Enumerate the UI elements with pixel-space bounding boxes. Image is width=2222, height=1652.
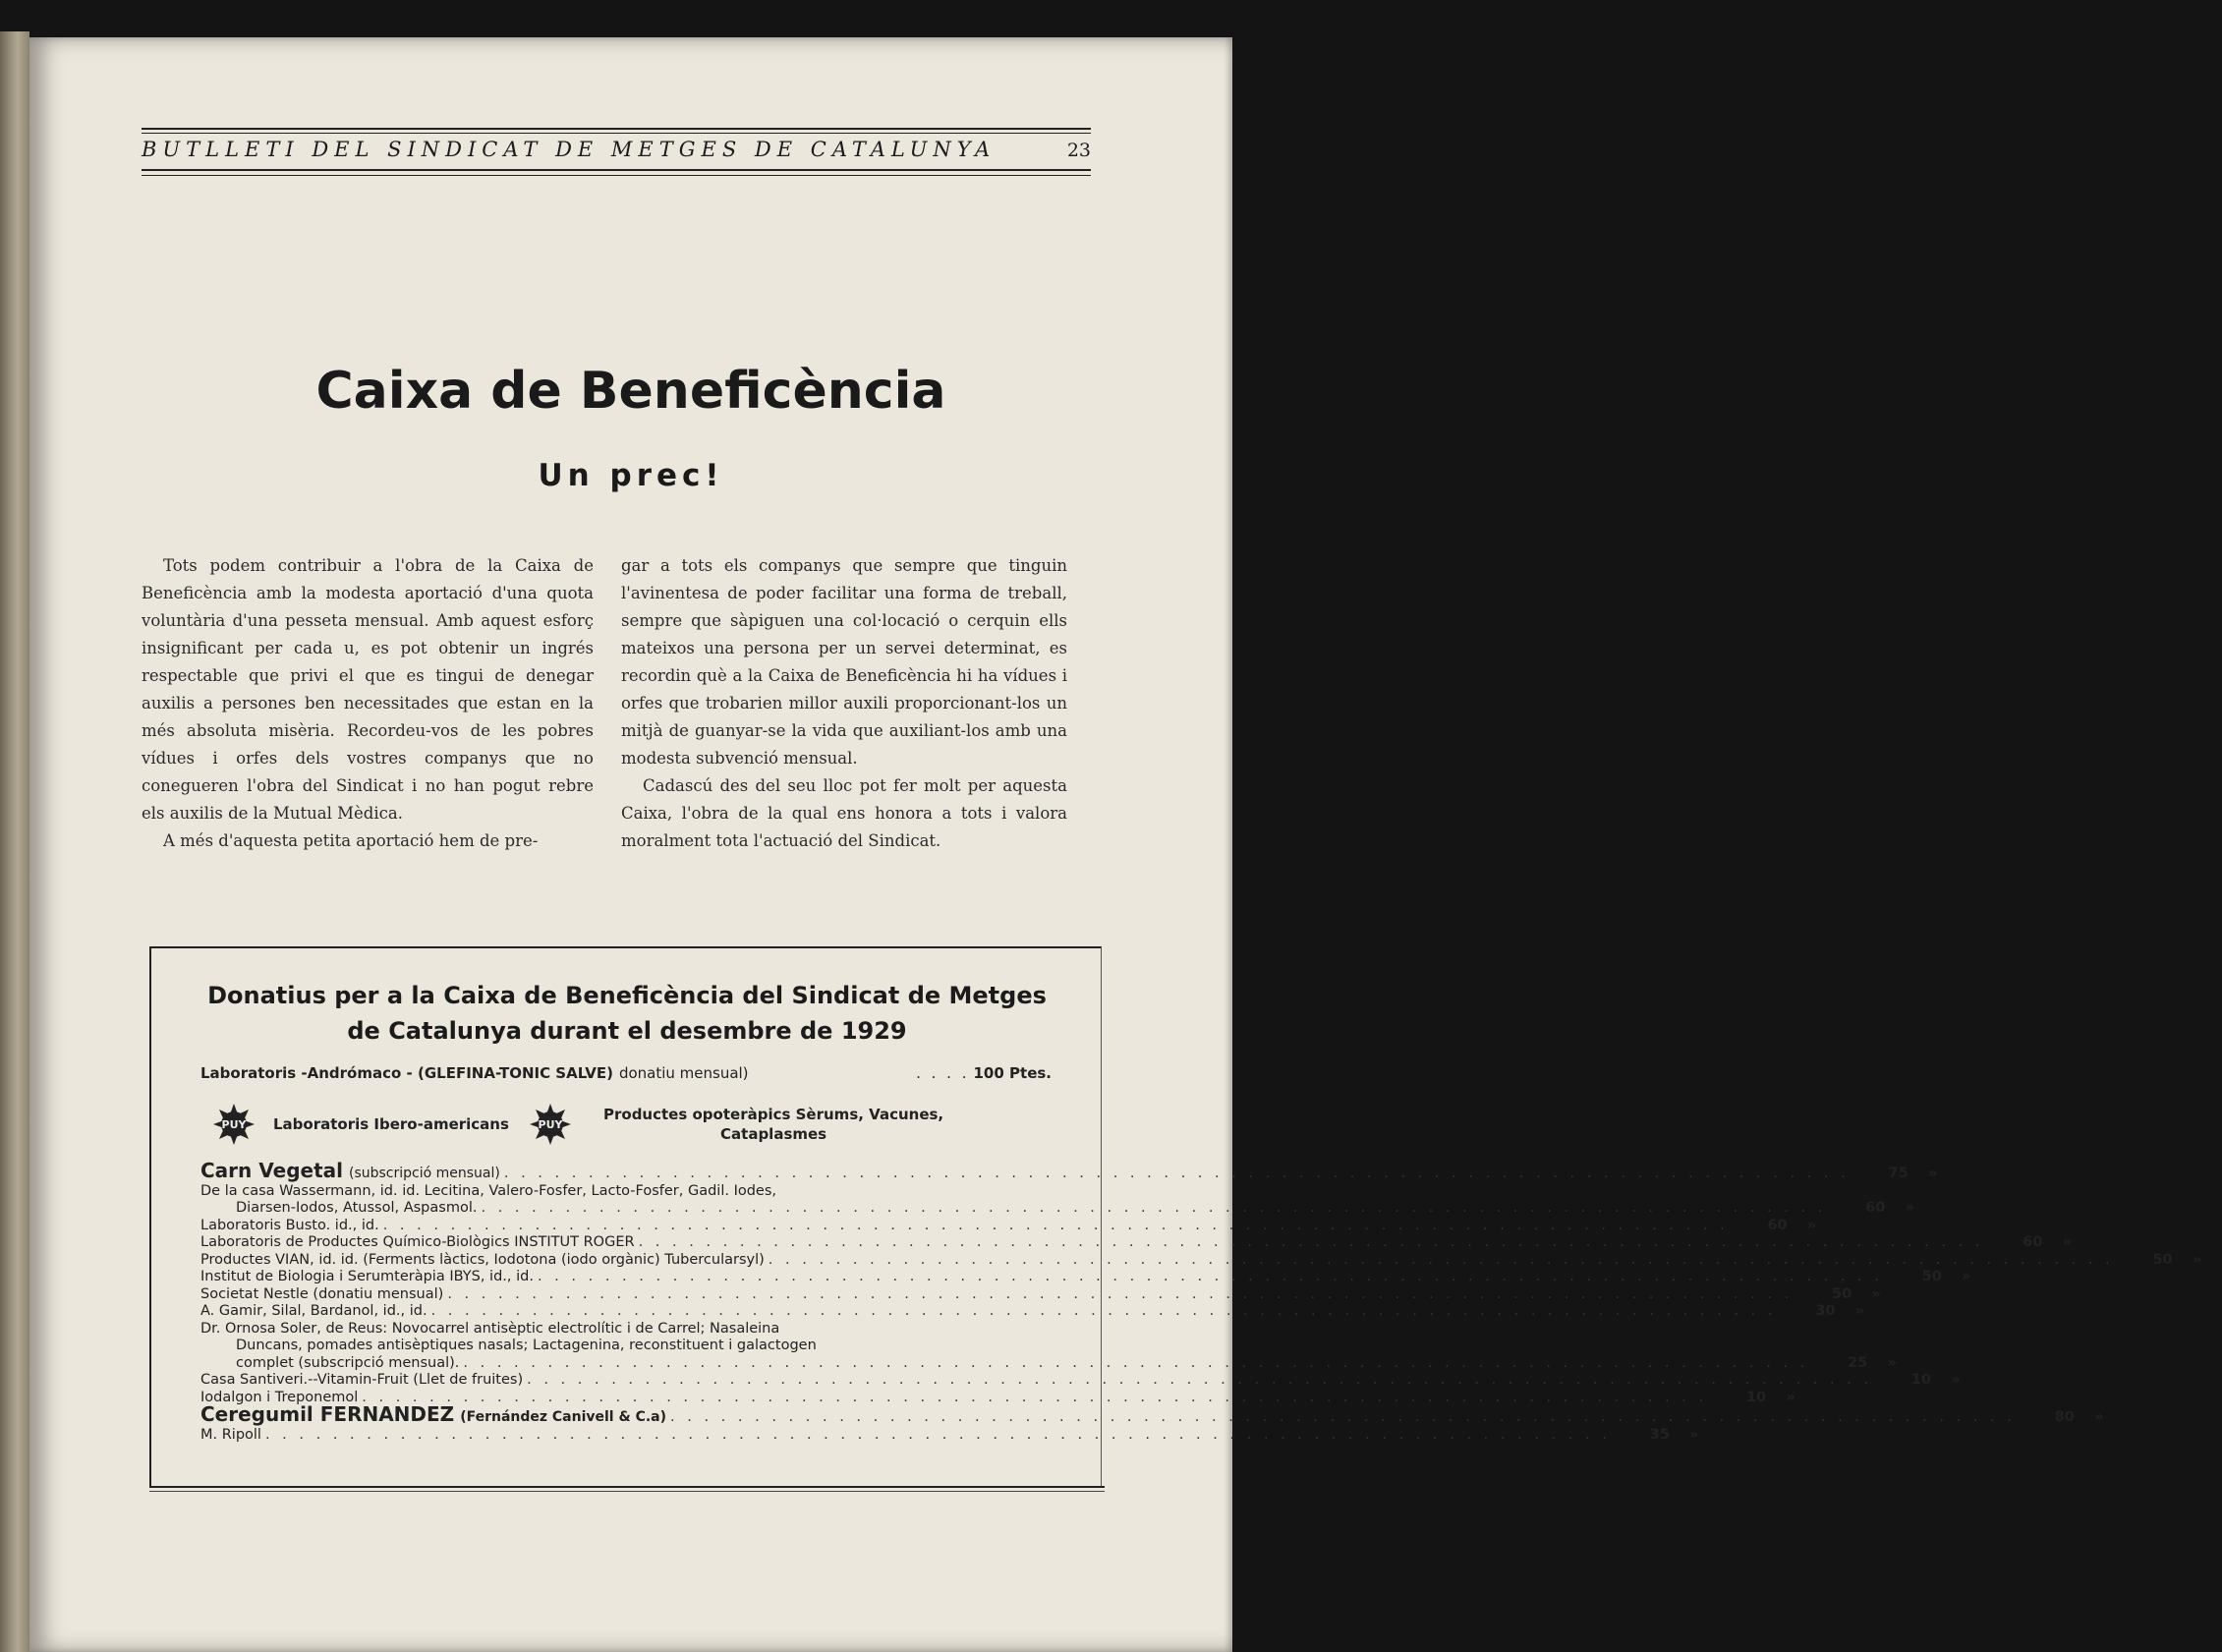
donation-name: Laboratoris Busto. id., id.: [200, 1217, 379, 1233]
donation-row: [200, 1183, 1065, 1201]
donation-amount: 80: [2054, 1409, 2075, 1425]
left-paragraph-2: A més d'aquesta petita aportació hem de pre-: [163, 831, 539, 850]
leader-dots: . . . . . . . . . . . . . . . . . . . . . . . . . . . . . . . . . . . . . . . . . . . . . . . . . . . . . . . . . . . . . . . . . . . . . . . . . . . . . . . .: [670, 1409, 2016, 1425]
donation-unit: »: [1806, 1217, 1817, 1233]
header-rule-bottom: [142, 169, 1091, 171]
donation-name: complet (subscripció mensual).: [236, 1354, 460, 1371]
donations-box: [149, 946, 2202, 1487]
donation-name: Productes VIAN, id. id. (Ferments làctics, Iodotona (iodo orgànic) Tubercularsyl): [200, 1251, 765, 1268]
donation-name: Diarsen-Iodos, Atussol, Aspasmol.: [236, 1200, 478, 1216]
leader-dots: . . . . . . . . . . . . . . . . . . . . . . . . . . . . . . . . . . . . . . . . . . . . . . . . . . . . . . . . . . . . . . . . . . . . . . . . . . . . . . . .: [264, 1426, 1611, 1443]
donation-name: Iodalgon i Treponemol: [200, 1389, 359, 1405]
leader-dots: . . . . . . . . . . . . . . . . . . . . . . . . . . . . . . . . . . . . . . . . . . . . . . . . . . . . . . . . . . . . . . . . . . . . . . . . . . . . . . . .: [527, 1372, 1872, 1388]
donation-row: [200, 1354, 1897, 1373]
leader-dots: . . . . . . . . . . . . . . . . . . . . . . . . . . . . . . . . . . . . . . . . . . . . . . . . . . . . . . . . . . . . . . . . . . . . . . . . . . . . . . . .: [503, 1166, 1850, 1181]
donation-name: Societat Nestle (donatiu mensual): [200, 1285, 444, 1302]
donations-title: [200, 978, 1054, 1049]
donation-row: [200, 1426, 1699, 1445]
donation-amount: 60: [1865, 1200, 1886, 1216]
donation-unit: »: [1854, 1303, 1865, 1319]
andromaco-dots: . . . .: [916, 1064, 970, 1082]
page: [29, 37, 2202, 1652]
donation-row: [200, 1372, 1961, 1390]
donation-amount: 10: [1745, 1389, 1767, 1405]
right-paragraph-1: gar a tots els companys que sempre que tinguin l'avinentesa de poder facilitar una forma de treball, sempre que sàpiguen una col·locació o cerquin ells mateixos una persona per un servei determinat, es recordin què a la Caixa de Beneficència hi ha vídues i orfes que trobarien millor auxili proporcionant-los un mitjà de guanyar-se la vida que auxiliant-los amb una modesta subvenció mensual.: [621, 556, 1067, 768]
andromaco-entry: [200, 1064, 1052, 1082]
leader-dots: . . . . . . . . . . . . . . . . . . . . . . . . . . . . . . . . . . . . . . . . . . . . . . . . . . . . . . . . . . . . . . . . . . . . . . . . . . . . . . . .: [481, 1200, 1827, 1216]
leader-dots: . . . . . . . . . . . . . . . . . . . . . . . . . . . . . . . . . . . . . . . . . . . . . . . . . . . . . . . . . . . . . . . . . . . . . . . . . . . . . . . .: [638, 1234, 1984, 1250]
donation-amount: 60: [1767, 1217, 1788, 1233]
donation-unit: »: [1887, 1354, 1897, 1371]
donation-amount: 10: [1910, 1372, 1931, 1388]
donation-row: [200, 1251, 2202, 1270]
donation-row: [200, 1217, 1817, 1235]
donation-name: Institut de Biologia i Serumteràpia IBYS, id., id.: [200, 1269, 534, 1284]
donation-unit: »: [1962, 1269, 1971, 1284]
andromaco-name: Laboratoris -Andrómaco - (GLEFINA-TONIC SALVE): [200, 1064, 613, 1082]
puy-right-text-line-1: Productes opoteràpics Sèrums, Vacunes,: [603, 1106, 944, 1123]
puy-star-icon-2: [529, 1103, 572, 1146]
donation-row: [200, 1321, 1065, 1339]
article-title: Caixa de Beneficència: [315, 362, 946, 421]
puy-badge-label-2: PUY: [538, 1117, 563, 1131]
donation-amount: 50: [1831, 1285, 1852, 1302]
previous-page-edge: [0, 31, 29, 1652]
right-paragraph-2: Cadascú des del seu lloc pot fer molt per aquesta Caixa, l'obra de la qual ens honora a tots i valora moralment tota l'actuació del Sindicat.: [621, 776, 1067, 850]
donations-title-line-1: Donatius per a la Caixa de Beneficència del Sindicat de Metges: [207, 982, 1047, 1009]
donation-row: [200, 1234, 2073, 1252]
donation-note: (Fernández Canivell & C.a): [460, 1409, 667, 1425]
running-head: [142, 138, 1091, 161]
left-paragraph-1: Tots podem contribuir a l'obra de la Caixa de Beneficència amb la modesta aportació d'una quota voluntària d'una pesseta mensual. Amb aquest esforç insignificant per cada u, es pot obtenir un ingrés respectable que privi el que es tingui de denegar auxilis a persones ben necessitades que estan en la més absoluta misèria. Recordeu-vos de les pobres vídues i orfes dels vostres companys que no conegueren l'obra del Sindicat i no han pogut rebre els auxilis de la Mutual Mèdica.: [142, 556, 594, 823]
leader-dots: . . . . . . . . . . . . . . . . . . . . . . . . . . . . . . . . . . . . . . . . . . . . . . . . . . . . . . . . . . . . . . . . . . . . . . . . . . . . . . . .: [447, 1285, 1794, 1302]
donation-unit: »: [2094, 1409, 2104, 1425]
left-column: [142, 552, 594, 855]
donation-unit: »: [2192, 1251, 2202, 1268]
andromaco-note: donatiu mensual): [618, 1064, 749, 1082]
page-number: 23: [1066, 140, 1091, 161]
donation-row: [200, 1200, 1914, 1218]
running-head-title: BUTLLETI DEL SINDICAT DE METGES DE CATALUNYA: [142, 138, 997, 161]
donation-amount: 60: [2023, 1234, 2043, 1250]
donations-list: [200, 1159, 2202, 1444]
donation-name: A. Gamir, Silal, Bardanol, id., id.: [200, 1303, 427, 1319]
donation-name: Casa Santiveri.--Vitamin-Fruit (Llet de fruites): [200, 1372, 524, 1388]
donation-name: De la casa Wassermann, id. id. Lecitina, Valero-Fosfer, Lacto-Fosfer, Gadil. Iodes,: [200, 1182, 777, 1199]
donation-unit: »: [1786, 1389, 1795, 1405]
donation-amount: 35: [1649, 1426, 1670, 1443]
donation-row: [200, 1303, 1865, 1321]
donation-unit: »: [1951, 1372, 1961, 1388]
puy-badge-label: PUY: [221, 1117, 247, 1131]
right-column: [621, 552, 1067, 855]
leader-dots: . . . . . . . . . . . . . . . . . . . . . . . . . . . . . . . . . . . . . . . . . . . . . . . . . . . . . . . . . . . . . . . . . . . . . . . . . . . . . . . .: [430, 1303, 1777, 1319]
header-rule-bottom-thin: [142, 175, 1091, 176]
donation-name: Dr. Ornosa Soler, de Reus: Novocarrel antisèptic electrolític i de Carrel; Nasaleina: [200, 1320, 780, 1337]
donation-amount: 75: [1888, 1166, 1909, 1181]
leader-dots: . . . . . . . . . . . . . . . . . . . . . . . . . . . . . . . . . . . . . . . . . . . . . . . . . . . . . . . . . . . . . . . . . . . . . . . . . . . . . . . .: [463, 1354, 1809, 1371]
header-rule-top: [142, 128, 1091, 130]
donations-title-line-2: de Catalunya durant el desembre de 1929: [347, 1017, 907, 1045]
donation-note: (subscripció mensual): [348, 1166, 500, 1181]
leader-dots: . . . . . . . . . . . . . . . . . . . . . . . . . . . . . . . . . . . . . . . . . . . . . . . . . . . . . . . . . . . . . . . . . . . . . . . . . . . . . . . .: [537, 1269, 1883, 1284]
puy-left-text: Laboratoris Ibero-americans: [273, 1115, 509, 1133]
donation-unit: »: [1928, 1166, 1938, 1181]
donation-name: M. Ripoll: [200, 1426, 261, 1443]
donation-row: [200, 1269, 1971, 1286]
donation-unit: »: [1905, 1200, 1914, 1216]
article-subtitle: Un prec!: [538, 458, 724, 493]
puy-right-text-line-2: Cataplasmes: [720, 1125, 827, 1143]
donation-amount: 50: [1921, 1269, 1942, 1284]
donation-unit: »: [1871, 1285, 1881, 1302]
donation-name: Carn Vegetal: [200, 1159, 343, 1182]
header-rule-top-thin: [142, 133, 1091, 134]
donation-amount: 50: [2152, 1251, 2173, 1268]
andromaco-amount: 100 Ptes.: [973, 1064, 1052, 1082]
donation-name: Laboratoris de Productes Químico-Biològics INSTITUT ROGER: [200, 1234, 635, 1250]
donation-unit: »: [1689, 1426, 1699, 1443]
puy-right-text: [603, 1105, 943, 1144]
donation-row: [200, 1285, 1881, 1304]
donation-row: [200, 1338, 1065, 1355]
box-rule-bottom-thin: [149, 1491, 1105, 1492]
donation-name: Duncans, pomades antisèptiques nasals; Lactagenina, reconstituent i galactogen: [236, 1338, 817, 1353]
leader-dots: . . . . . . . . . . . . . . . . . . . . . . . . . . . . . . . . . . . . . . . . . . . . . . . . . . . . . . . . . . . . . . . . . . . . . . . . . . . . . . . .: [362, 1389, 1708, 1405]
leader-dots: . . . . . . . . . . . . . . . . . . . . . . . . . . . . . . . . . . . . . . . . . . . . . . . . . . . . . . . . . . . . . . . . . . . . . . . . . . . . . . . .: [382, 1217, 1729, 1233]
donation-amount: 30: [1815, 1303, 1836, 1319]
puy-star-icon: [212, 1103, 256, 1146]
donation-name: Ceregumil FERNANDEZ: [200, 1402, 455, 1426]
puy-advert: [200, 1101, 1052, 1154]
donation-row: [200, 1159, 1938, 1183]
box-rule-bottom: [149, 1486, 1105, 1488]
donation-amount: 25: [1848, 1354, 1868, 1371]
donation-row: [200, 1402, 2104, 1427]
leader-dots: . . . . . . . . . . . . . . . . . . . . . . . . . . . . . . . . . . . . . . . . . . . . . . . . . . . . . . . . . . . . . . . . . . . . . . . . . . . . . . . .: [768, 1251, 2114, 1268]
donation-unit: »: [2062, 1234, 2073, 1250]
